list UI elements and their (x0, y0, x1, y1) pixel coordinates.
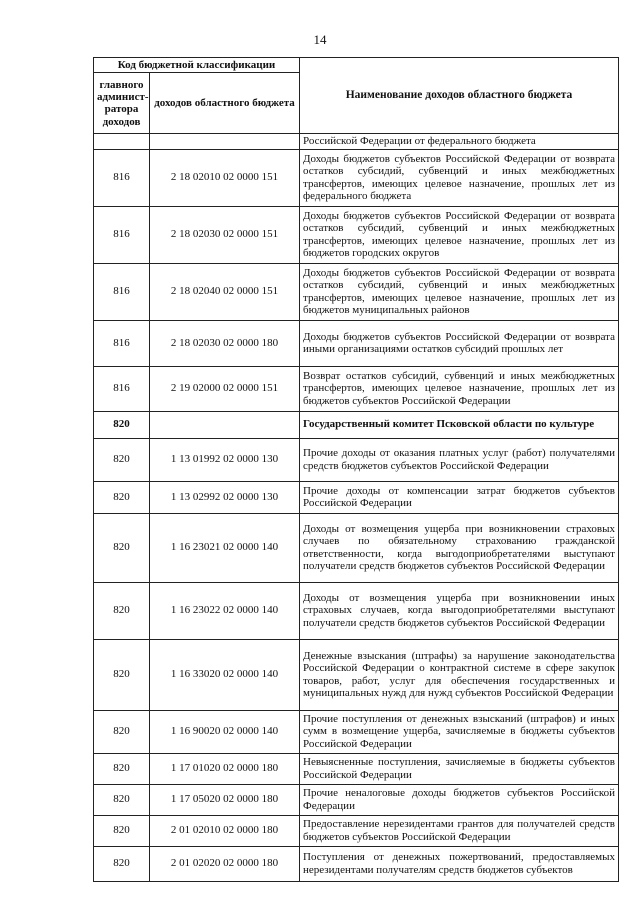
income-name-cell: Доходы бюджетов субъектов Российской Федерации от возврата остатков субсидий, субвенций и иных межбюджетных трансфертов, имеющих целевое назначение, прошлых лет из бюджетов городских округов (300, 206, 619, 263)
table-row (94, 438, 619, 481)
income-name-cell: Доходы от возмещения ущерба при возникновении иных страховых случаев, когда выгодоприобретателями выступают получатели средств бюджетов субъектов Российской Федерации (300, 582, 619, 639)
income-code-cell: 1 17 05020 02 0000 180 (150, 784, 300, 815)
admin-code-cell: 816 (94, 149, 150, 206)
table-row (94, 411, 619, 438)
income-name-cell: Прочие поступления от денежных взысканий (штрафов) и иных сумм в возмещение ущерба, зачисляемые в бюджеты субъектов Российской Федерации (300, 710, 619, 753)
admin-code-cell: 820 (94, 438, 150, 481)
income-name-cell: Предоставление нерезидентами грантов для получателей средств бюджетов субъектов Российской Федерации (300, 815, 619, 846)
income-name-cell: Поступления от денежных пожертвований, предоставляемых нерезидентами получателям средств бюджетов субъектов (300, 846, 619, 881)
header-admin-column: главного админист-ратора доходов (94, 73, 150, 134)
table-row (94, 320, 619, 366)
admin-cell (94, 134, 150, 149)
continuation-row (94, 134, 619, 149)
table-row (94, 784, 619, 815)
income-name-cell: Государственный комитет Псковской области по культуре (300, 411, 619, 438)
table-row (94, 206, 619, 263)
income-name-cell: Доходы бюджетов субъектов Российской Федерации от возврата остатков субсидий, субвенций и иных межбюджетных трансфертов, имеющих целевое назначение, прошлых лет из федерального бюджета (300, 149, 619, 206)
table-row (94, 639, 619, 710)
admin-code-cell: 820 (94, 481, 150, 513)
admin-code-cell: 816 (94, 263, 150, 320)
admin-code-cell: 816 (94, 366, 150, 411)
header-income-code-column: доходов областного бюджета (150, 73, 300, 134)
income-name-cell: Возврат остатков субсидий, субвенций и иных межбюджетных трансфертов, имеющих целевое назначение, прошлых лет из бюджетов субъектов Российской Федерации (300, 366, 619, 411)
header-classification-group: Код бюджетной классификации (94, 58, 300, 73)
table-row (94, 481, 619, 513)
income-code-cell: 2 01 02010 02 0000 180 (150, 815, 300, 846)
header-name-column: Наименование доходов областного бюджета (300, 58, 619, 134)
income-code-cell: 1 17 01020 02 0000 180 (150, 753, 300, 784)
income-code-cell: 1 16 90020 02 0000 140 (150, 710, 300, 753)
income-code-cell: 1 13 02992 02 0000 130 (150, 481, 300, 513)
table-row (94, 710, 619, 753)
income-name-cell: Прочие доходы от оказания платных услуг (работ) получателями средств бюджетов субъектов Российской Федерации (300, 438, 619, 481)
income-name-cell: Невыясненные поступления, зачисляемые в бюджеты субъектов Российской Федерации (300, 753, 619, 784)
admin-code-cell: 820 (94, 639, 150, 710)
income-code-cell: 1 16 23021 02 0000 140 (150, 513, 300, 582)
income-code-cell: 1 16 33020 02 0000 140 (150, 639, 300, 710)
income-name-cell: Доходы бюджетов субъектов Российской Федерации от возврата иными организациями остатков субсидий прошлых лет (300, 320, 619, 366)
admin-code-cell: 820 (94, 710, 150, 753)
table-row (94, 513, 619, 582)
table-row (94, 815, 619, 846)
admin-code-cell: 820 (94, 784, 150, 815)
admin-code-cell: 820 (94, 815, 150, 846)
income-name-cell: Доходы от возмещения ущерба при возникновении страховых случаев по обязательному страхованию гражданской ответственности, когда выгодоприобретателями выступают получатели средств бюджетов субъектов Российской Федерации (300, 513, 619, 582)
admin-code-cell: 820 (94, 846, 150, 881)
income-name-cell: Доходы бюджетов субъектов Российской Федерации от возврата остатков субсидий, субвенций и иных межбюджетных трансфертов, имеющих целевое назначение, прошлых лет из бюджетов муниципальных районов (300, 263, 619, 320)
table-row (94, 582, 619, 639)
admin-code-cell: 816 (94, 320, 150, 366)
income-name-cell: Прочие неналоговые доходы бюджетов субъектов Российской Федерации (300, 784, 619, 815)
admin-code-cell: 820 (94, 753, 150, 784)
table-row (94, 846, 619, 881)
admin-code-cell: 820 (94, 513, 150, 582)
income-name-cell: Прочие доходы от компенсации затрат бюджетов субъектов Российской Федерации (300, 481, 619, 513)
table-row (94, 366, 619, 411)
table-row (94, 263, 619, 320)
income-code-cell: 2 18 02010 02 0000 151 (150, 149, 300, 206)
table-header (94, 58, 619, 134)
page-number: 14 (313, 32, 327, 47)
income-code-cell: 2 18 02030 02 0000 180 (150, 320, 300, 366)
income-code-cell: 2 01 02020 02 0000 180 (150, 846, 300, 881)
income-code-cell (150, 411, 300, 438)
income-name-cell: Денежные взыскания (штрафы) за нарушение законодательства Российской Федерации о контрактной системе в сфере закупок товаров, работ, услуг для обеспечения государственных и муниципальных нужд для нужд субъектов Российской Федерации (300, 639, 619, 710)
table-row (94, 753, 619, 784)
income-code-cell: 2 18 02030 02 0000 151 (150, 206, 300, 263)
income-code-cell: 2 18 02040 02 0000 151 (150, 263, 300, 320)
code-cell (150, 134, 300, 149)
admin-code-cell: 820 (94, 411, 150, 438)
admin-code-cell: 816 (94, 206, 150, 263)
table-row (94, 149, 619, 206)
description-cell: Российской Федерации от федерального бюджета (300, 134, 619, 149)
admin-code-cell: 820 (94, 582, 150, 639)
budget-classification-table (93, 57, 619, 882)
income-code-cell: 1 13 01992 02 0000 130 (150, 438, 300, 481)
income-code-cell: 2 19 02000 02 0000 151 (150, 366, 300, 411)
table-body (94, 134, 619, 881)
income-code-cell: 1 16 23022 02 0000 140 (150, 582, 300, 639)
